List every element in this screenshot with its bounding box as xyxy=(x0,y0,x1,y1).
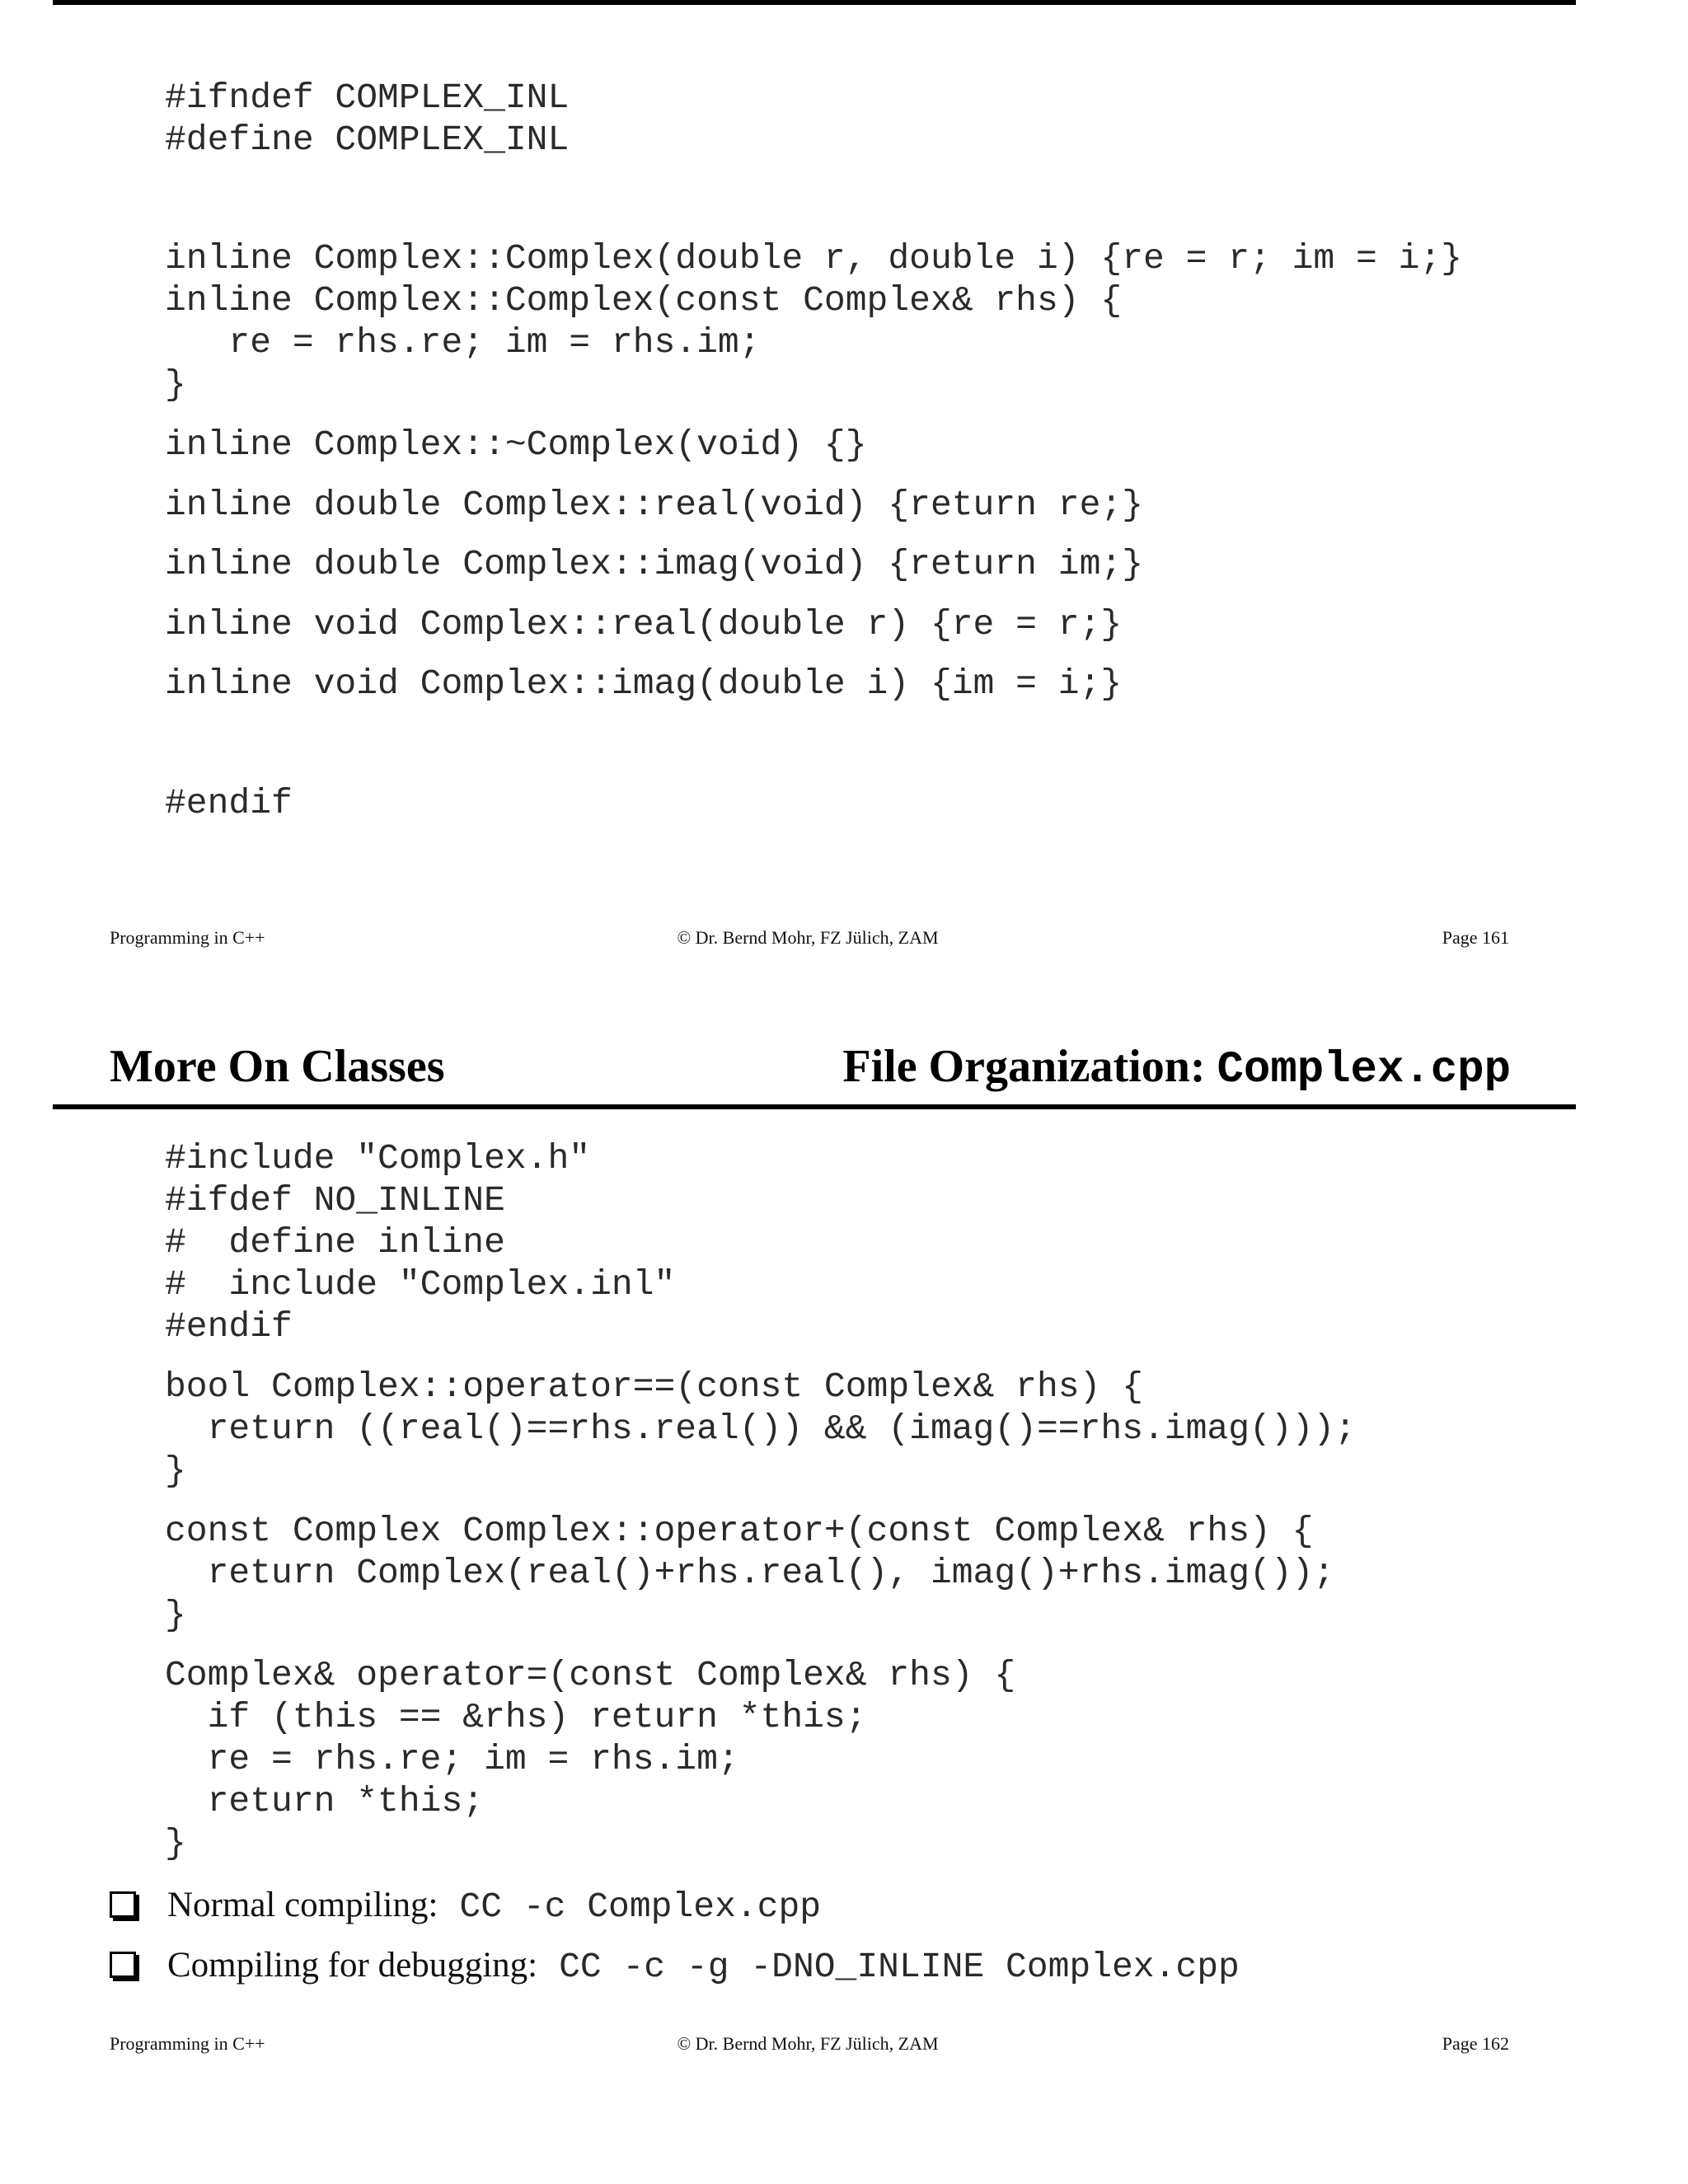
code-line: } xyxy=(165,1823,186,1863)
footer-course: Programming in C++ xyxy=(110,927,265,948)
footer-copyright: © Dr. Bernd Mohr, FZ Jülich, ZAM xyxy=(677,2033,939,2054)
header-rule xyxy=(53,1104,1576,1109)
footer-course: Programming in C++ xyxy=(110,2033,265,2054)
code-line: } xyxy=(165,364,186,405)
top-rule xyxy=(53,0,1576,5)
code-line: #ifdef NO_INLINE xyxy=(165,1180,505,1221)
footer-page-number: Page 162 xyxy=(1442,2033,1509,2054)
code-line: inline void Complex::real(double r) {re = r;} xyxy=(165,604,1123,644)
code-line: return ((real()==rhs.real()) && (imag()==rhs.imag())); xyxy=(165,1408,1357,1449)
bullet-label: Compiling for debugging: xyxy=(167,1946,538,1985)
code-line: #ifndef COMPLEX_INL xyxy=(165,77,570,118)
code-line: Complex& operator=(const Complex& rhs) { xyxy=(165,1655,1016,1695)
bullet-debug-compiling xyxy=(110,1943,1240,1990)
footer-copyright: © Dr. Bernd Mohr, FZ Jülich, ZAM xyxy=(677,927,939,948)
section-title xyxy=(842,1040,1511,1097)
code-line: return *this; xyxy=(165,1781,485,1821)
footer-page-number: Page 161 xyxy=(1442,927,1509,948)
code-line: #define COMPLEX_INL xyxy=(165,120,570,160)
code-line: inline double Complex::real(void) {return re;} xyxy=(165,485,1143,525)
bullet-command: CC -c -g -DNO_INLINE Complex.cpp xyxy=(559,1947,1240,1987)
code-line: re = rhs.re; im = rhs.im; xyxy=(165,1739,739,1779)
checkbox-bullet-icon xyxy=(110,1952,136,1978)
code-line: return Complex(real()+rhs.real(), imag()+rhs.imag()); xyxy=(165,1553,1335,1593)
code-line: re = rhs.re; im = rhs.im; xyxy=(165,322,761,363)
code-line: #endif xyxy=(165,783,293,823)
bullet-command: CC -c Complex.cpp xyxy=(459,1886,822,1927)
section-title-prefix: File Organization: xyxy=(842,1041,1217,1092)
code-line: # define inline xyxy=(165,1222,505,1263)
code-line: inline Complex::~Complex(void) {} xyxy=(165,424,867,465)
code-line: #include "Complex.h" xyxy=(165,1138,591,1179)
code-line: inline Complex::Complex(double r, double i) {re = r; im = i;} xyxy=(165,238,1463,279)
code-line: inline void Complex::imag(double i) {im = i;} xyxy=(165,663,1123,704)
code-line: inline double Complex::imag(void) {return im;} xyxy=(165,544,1143,584)
page-title: More On Classes xyxy=(110,1041,445,1092)
code-line: #endif xyxy=(165,1306,293,1347)
code-line: bool Complex::operator==(const Complex& rhs) { xyxy=(165,1366,1143,1407)
section-title-filename: Complex.cpp xyxy=(1217,1045,1511,1095)
code-line: const Complex Complex::operator+(const Complex& rhs) { xyxy=(165,1511,1314,1551)
bullet-label: Normal compiling: xyxy=(167,1886,438,1924)
checkbox-bullet-icon xyxy=(110,1891,136,1918)
code-line: } xyxy=(165,1451,186,1491)
code-line: } xyxy=(165,1595,186,1635)
code-line: # include "Complex.inl" xyxy=(165,1264,676,1305)
code-line: inline Complex::Complex(const Complex& rhs) { xyxy=(165,280,1123,321)
code-line: if (this == &rhs) return *this; xyxy=(165,1697,867,1737)
bullet-normal-compiling xyxy=(110,1882,821,1930)
